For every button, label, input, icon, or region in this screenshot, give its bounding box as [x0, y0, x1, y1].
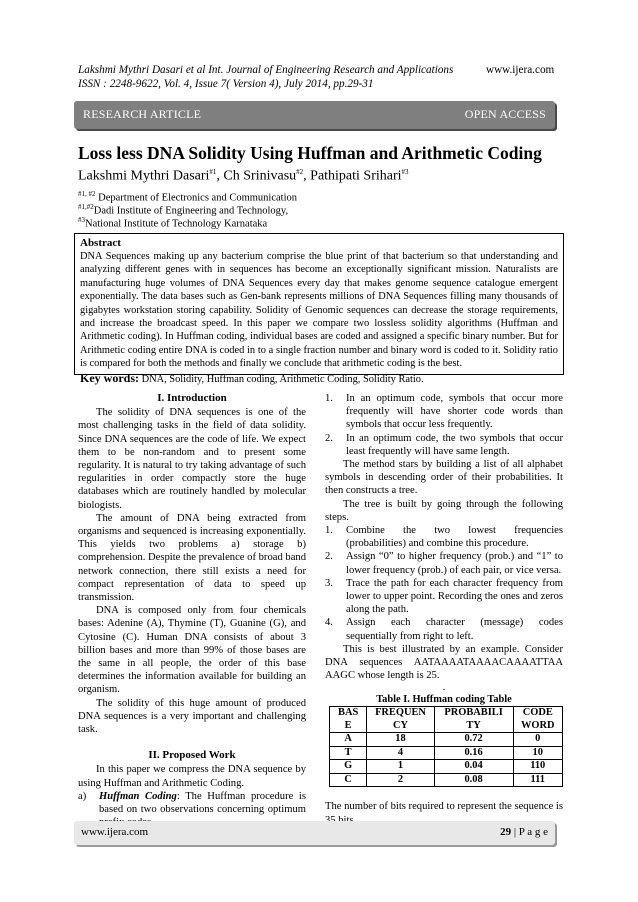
affiliation-2-text: Dadi Institute of Engineering and Technology, — [93, 205, 289, 217]
th-probability — [434, 707, 513, 733]
cell: 2 — [367, 773, 434, 787]
journal-header-line1: Lakshmi Mythri Dasari et al Int. Journal of Engineering Research and Applications — [78, 64, 454, 76]
article-type-band — [74, 101, 555, 129]
cell: 0.08 — [434, 773, 513, 787]
page-number — [500, 826, 548, 838]
th-probability-l2: TY — [466, 719, 481, 731]
affiliation-3-text: National Institute of Technology Karnataka — [85, 218, 268, 230]
cell: 0.72 — [434, 733, 513, 747]
cell: G — [330, 760, 367, 774]
author-list — [78, 168, 409, 185]
step-1 — [325, 524, 563, 550]
paper-title: Loss less DNA Solidity Using Huffman and Arithmetic Coding — [78, 143, 542, 163]
cell: T — [330, 746, 367, 760]
proposed-paragraph-1: In this paper we compress the DNA sequence by using Huffman and Arithmetic Coding. — [78, 764, 306, 789]
th-frequency — [367, 707, 434, 733]
observation-2-num: 2. — [325, 432, 333, 444]
huffman-coding-desc: : The Huffman procedure is based on two observations concerning optimum — [99, 790, 306, 816]
th-base-l2: E — [344, 719, 352, 731]
cell: 4 — [367, 746, 434, 760]
author-2: , Ch Srinivasu — [216, 168, 297, 184]
step-3 — [325, 577, 563, 617]
step-2-text: Assign “0” to higher frequency (prob.) and “1” to lower frequency (prob.) of each pair, or vice versa. — [346, 551, 563, 576]
keywords — [80, 371, 558, 387]
abstract-heading: Abstract — [80, 237, 121, 249]
research-article-label: RESEARCH ARTICLE — [83, 107, 202, 121]
author-3: , Pathipati Srihari — [303, 168, 402, 184]
th-code-word — [513, 707, 563, 733]
author-1: Lakshmi Mythri Dasari — [78, 168, 210, 184]
open-access-label: OPEN ACCESS — [464, 107, 546, 121]
cell: 10 — [513, 746, 563, 760]
intro-paragraph-3: DNA is composed only from four chemicals bases: Adenine (A), Thymine (T), Guanine (G), and Cytosine (C). Human DNA consists of about 3 billion bases and more than 99% of those bases are the same in all people, the order of this base determines the information available for building an organism. — [78, 605, 306, 696]
cell: 0.04 — [434, 760, 513, 774]
th-probability-l1: PROBABILI — [444, 707, 503, 719]
affiliation-1-sup: #1, #2 — [78, 190, 96, 198]
cell: 18 — [367, 733, 434, 747]
affiliation-1-text: Department of Electronics and Communication — [95, 192, 297, 204]
th-frequency-l1: FREQUEN — [375, 707, 426, 719]
section-proposed-work-heading: II. Proposed Work — [148, 749, 236, 762]
step-3-num: 3. — [325, 577, 333, 589]
example-paragraph: This is best illustrated by an example. Consider DNA sequences AATAAAATAAAACAAAATTAA AAGC whose length is 25. — [325, 643, 563, 682]
cell: C — [330, 773, 367, 787]
affiliation-3-sup: #3 — [78, 216, 85, 224]
cell: 111 — [513, 773, 563, 787]
observation-1-text: In an optimum code, symbols that occur more frequently will have shorter code words than symbols that occur less frequently. — [346, 393, 563, 431]
journal-header-line2: ISSN : 2248-9622, Vol. 4, Issue 7( Version 4), July 2014, pp.29-31 — [78, 78, 374, 90]
cell: A — [330, 733, 367, 747]
bits-required-paragraph: The number of bits required to represent the sequence is — [325, 801, 563, 813]
right-column — [325, 392, 563, 827]
intro-paragraph-1: The solidity of DNA sequences is one of the most challenging tasks in the field of data solidity. Since DNA sequences are the code of life. We expect them to be non-random and to present some regularity. It is natural to try taking advantage of such regularities in order compactly store the huge databases which are routinely handled by molecular biologists. — [78, 407, 306, 511]
footer-url[interactable]: www.ijera.com — [81, 826, 149, 838]
th-frequency-l2: CY — [392, 719, 408, 731]
step-2-num: 2. — [325, 551, 333, 563]
th-base — [330, 707, 367, 733]
th-code-word-l2: WORD — [521, 719, 555, 731]
step-1-num: 1. — [325, 525, 333, 537]
step-4-text: Assign each character (message) codes sequentially from right to left. — [346, 617, 563, 642]
cell: 0.16 — [434, 746, 513, 760]
table-row — [330, 773, 563, 787]
table-row — [330, 746, 563, 760]
journal-url[interactable]: www.ijera.com — [486, 64, 555, 76]
section-introduction-heading: I. Introduction — [157, 392, 227, 404]
observation-1-num: 1. — [325, 393, 333, 404]
author-3-sup: #3 — [401, 168, 409, 176]
page-label: | P a g e — [511, 826, 548, 838]
cell: 0 — [513, 733, 563, 747]
keywords-label: Key words: — [80, 370, 139, 385]
table-dot: . — [442, 682, 446, 694]
observation-2-text: In an optimum code, the two symbols that occur least frequently will have same length. — [346, 432, 563, 457]
observation-2 — [325, 432, 563, 458]
left-column — [78, 392, 306, 830]
huffman-coding-label: Huffman Coding — [99, 790, 177, 802]
intro-paragraph-2: The amount of DNA being extracted from organisms and sequenced is increasing exponentially. This yields two problems a) storage b) comprehension. Despite the prevalence of broad band network connection, there still exists a need for compact representation of data to speed up transmission. — [78, 512, 306, 604]
method-paragraph: The method stars by building a list of all alphabet symbols in descending order of their probabilities. It then constructs a tree. — [325, 459, 563, 497]
author-1-sup: #1 — [209, 168, 217, 176]
step-4 — [325, 616, 563, 642]
keywords-text: DNA, Solidity, Huffman coding, Arithmetic Coding, Solidity Ratio. — [139, 373, 424, 385]
affiliation-3 — [78, 214, 267, 231]
th-base-l1: BAS — [338, 707, 359, 719]
abstract-text: DNA Sequences making up any bacterium comprise the blue print of that bacterium so that understanding and analyzing different genes with in sequences has become an exceptionally significant mission. Naturalists are manufacturing huge volumes of DNA Sequences every day that makes genome sequence catalogue emergent exponentially. The data bases such as Gen-bank represents millions of DNA Sequences filling many thousands of gigabytes workstation storing capability. Solidity of Genomic sequences can decrease the storage requirements, and increase the broadcast speed. In this paper we compare two lossless solidity algorithms (Huffman and Arithmetic coding). In Huffman coding, individual bases are coded and assigned a specific binary number. But for Arithmetic coding entire DNA is coded in to a single fraction number and binary word is coded to it. Solidity ratio is compared for both the methods and finally we conclude that arithmetic coding is the best. — [80, 251, 558, 370]
page-footer — [74, 821, 555, 845]
huffman-table — [329, 706, 563, 787]
table-row — [330, 760, 563, 774]
step-2 — [325, 550, 563, 576]
th-code-word-l1: CODE — [522, 707, 553, 719]
cell: 110 — [513, 760, 563, 774]
step-4-num: 4. — [325, 617, 333, 629]
intro-paragraph-4: The solidity of this huge amount of produced DNA sequences is a very important and challenging task. — [78, 697, 306, 736]
page-number-value: 29 — [500, 826, 512, 838]
affiliation-2-sup: #1,#2 — [78, 203, 94, 211]
abstract-box — [74, 233, 564, 385]
table-header-row — [330, 707, 563, 733]
table-row — [330, 733, 563, 747]
observation-1 — [325, 392, 563, 432]
table-caption: Table I. Huffman coding Table — [376, 694, 512, 706]
author-2-sup: #2 — [296, 168, 304, 176]
list-item-huffman-marker: a) — [78, 790, 87, 802]
step-1-text: Combine the two lowest frequencies (probabilities) and combine this procedure. — [346, 525, 563, 550]
step-3-text: Trace the path for each character frequency from lower to upper point. Recording the ones and zeros along the path. — [346, 577, 563, 616]
cell: 1 — [367, 760, 434, 774]
tree-steps-intro: The tree is built by going through the following steps. — [325, 498, 563, 523]
